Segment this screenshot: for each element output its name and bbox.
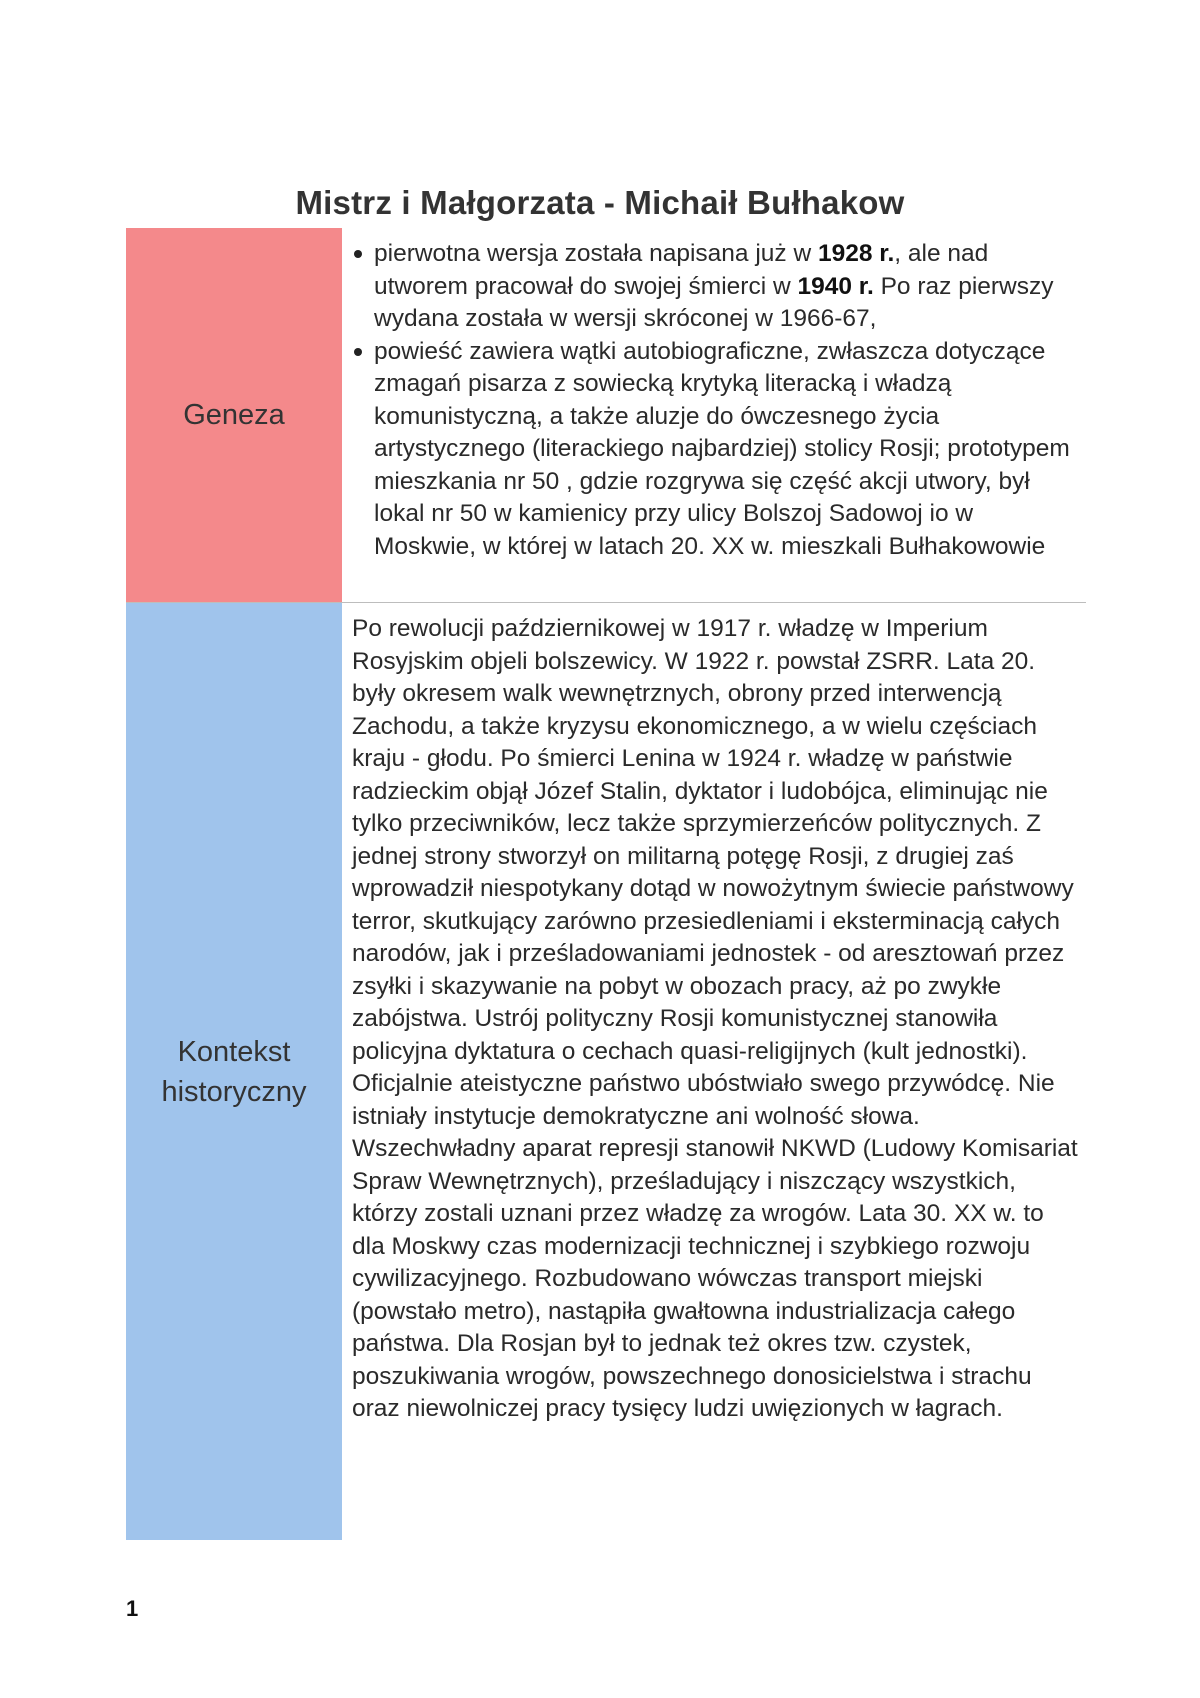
row-label-geneza xyxy=(126,228,342,602)
row-label-text xyxy=(161,1032,306,1112)
label-line: historyczny xyxy=(161,1075,307,1108)
text-span: powieść zawiera wątki autobiograficzne, zwłaszcza dotyczące zmagań pisarza z sowiecką krytyką literacką i władzą komunistyczną, a także aluzje do ówczesnego życia artystycznego (literackiego najbardziej) stolicy Rosji; prototypem mieszkania nr 50 , gdzie rozgrywa się część akcji utwory, był lokal nr 50 w kamienicy przy ulicy Bolszoj Sadowoj io w Moskwie, w której w latach 20. XX w. mieszkali Bułhakowowie xyxy=(374,337,1070,560)
bold-date: 1940 r. xyxy=(797,272,874,300)
label-line: Kontekst xyxy=(177,1035,291,1068)
row-label-kontekst-historyczny xyxy=(126,603,342,1540)
page-title: Mistrz i Małgorzata - Michaił Bułhakow xyxy=(295,184,905,222)
page-number: 1 xyxy=(126,1596,139,1621)
list-item xyxy=(352,336,1078,564)
bullet-list xyxy=(352,238,1078,563)
table-row-geneza xyxy=(126,228,1086,603)
notes-table xyxy=(126,228,1086,1540)
row-content-kontekst-historyczny xyxy=(342,603,1086,1540)
bullet-icon xyxy=(354,348,362,356)
text-span: pierwotna wersja została napisana już w xyxy=(374,240,818,267)
bold-date: 1928 r. xyxy=(817,240,895,267)
row-label-text: Geneza xyxy=(183,399,285,431)
list-item xyxy=(352,238,1078,336)
bullet-icon xyxy=(354,250,362,258)
text-span: Po raz pierwszy wydana została w wersji skróconej w 1966-67, xyxy=(374,272,1054,332)
table-row-kontekst-historyczny xyxy=(126,603,1086,1540)
row-content-geneza xyxy=(342,228,1086,602)
text-span: , ale nad utworem pracował do swojej śmierci w xyxy=(374,240,989,300)
paragraph: Po rewolucji październikowej w 1917 r. władzę w Imperium Rosyjskim objeli bolszewicy. W 1922 r. powstał ZSRR. Lata 20. były okresem walk wewnętrznych, obrony przed interwencją Zachodu, a także kryzysu ekonomicznego, a w wielu częściach kraju - głodu. Po śmierci Lenina w 1924 r. władzę w państwie radzieckim objął Józef Stalin, dyktator i ludobójca, eliminując nie tylko przeciwników, lecz także sprzymierzeńców politycznych. Z jednej strony stworzył on militarną potęgę Rosji, z drugiej zaś wprowadził niespotykany dotąd w nowożytnym świecie państwowy terror, skutkujący zarówno przesiedleniami i eksterminacją całych narodów, jak i prześladowaniami jednostek - od aresztowań przez zsyłki i skazywanie na pobyt w obozach pracy, aż po zwykłe zabójstwa. Ustrój polityczny Rosji komunistycznej stanowiła policyjna dyktatura o cechach quasi-religijnych (kult jednostki). Oficjalnie ateistyczne państwo ubóstwiało swego przywódcę. Nie istniały instytucje demokratyczne ani wolność słowa. Wszechwładny aparat represji stanowił NKWD (Ludowy Komisariat Spraw Wewnętrznych), prześladujący i niszczący wszystkich, którzy zostali uznani przez władzę za wrogów. Lata 30. XX w. to dla Moskwy czas modernizacji technicznej i szybkiego rozwoju cywilizacyjnego. Rozbudowano wówczas transport miejski (powstało metro), nastąpiła gwałtowna industrializacja całego państwa. Dla Rosjan był to jednak też okres tzw. czystek, poszukiwania wrogów, powszechnego donosicielstwa i strachu oraz niewolniczej pracy tysięcy ludzi uwięzionych w łagrach. xyxy=(352,615,1078,1422)
